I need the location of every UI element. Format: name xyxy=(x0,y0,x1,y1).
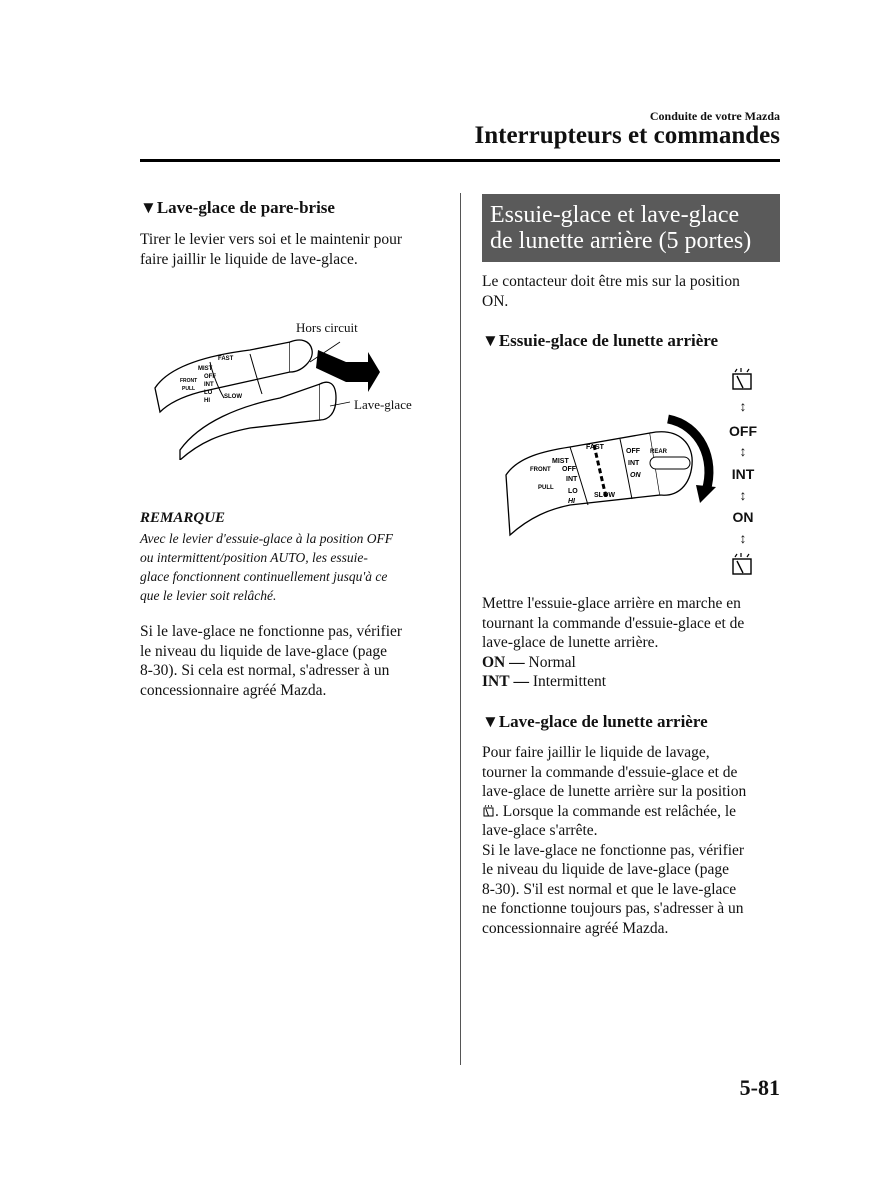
mark-slow: SLOW xyxy=(224,394,242,400)
note-body: Avec le levier d'essuie-glace à la position OFF ou intermittent/position AUTO, les essuie- glace fonctionnent continuellement jusqu'à ce que le levier soit relâché. xyxy=(140,531,393,603)
lever-knob xyxy=(290,340,312,372)
triangle-bullet-icon: ▼ xyxy=(482,712,499,731)
mark-off: OFF xyxy=(562,466,576,473)
sequence-on: ON xyxy=(732,509,754,525)
mark-int: INT xyxy=(204,382,214,388)
label-off-position: Hors circuit xyxy=(296,320,358,335)
mark-rear: REAR xyxy=(650,449,668,455)
mark-rear-off: OFF xyxy=(626,448,640,455)
section-banner: Essuie-glace et lave-glace de lunette arrière (5 portes) xyxy=(482,194,780,262)
windshield-washer-lever-figure xyxy=(140,310,440,460)
mark-fast: FAST xyxy=(586,444,604,451)
sequence-arrow-icon: ↕ xyxy=(739,530,747,546)
pulled-lever-body xyxy=(180,384,320,460)
label-washer: Lave-glace xyxy=(354,397,412,412)
rear-wiper-lever-figure xyxy=(500,405,722,555)
rear-wiper-description: Mettre l'essuie-glace arrière en marche en tournant la commande d'essuie-glace et de lave-glace de lunette arrière. ON — Normal INT — Intermittent xyxy=(482,594,782,692)
ignition-note: Le contacteur doit être mis sur la position ON. xyxy=(482,273,740,310)
mark-rear-int: INT xyxy=(628,460,640,467)
triangle-bullet-icon: ▼ xyxy=(140,198,157,217)
mark-fast: FAST xyxy=(218,356,234,362)
running-header-title: Interrupteurs et commandes xyxy=(474,122,780,149)
mark-off: OFF xyxy=(204,374,216,380)
heading-rear-wiper: ▼Essuie-glace de lunette arrière xyxy=(482,331,719,350)
mark-mist: MIST xyxy=(552,458,569,465)
column-divider xyxy=(460,193,461,1065)
mark-mist: MIST xyxy=(198,366,213,372)
washer-position-icon xyxy=(482,805,495,817)
sequence-int: INT xyxy=(731,466,755,482)
mark-hi: HI xyxy=(204,398,210,404)
windshield-washer-intro: Tirer le levier vers soi et le maintenir pour faire jaillir le liquide de lave-glace. xyxy=(140,231,402,268)
triangle-bullet-icon: ▼ xyxy=(482,331,499,350)
mark-slow: SLOW xyxy=(594,492,615,499)
windshield-washer-check: Si le lave-glace ne fonctionne pas, vérifier le niveau du liquide de lave-glace (page 8-30). Si cela est normal, s'adresser à un concessionnaire agréé Mazda. xyxy=(140,623,403,699)
mode-on: ON — Normal xyxy=(482,653,576,671)
mode-int: INT — Intermittent xyxy=(482,673,606,690)
sequence-arrow-icon: ↕ xyxy=(739,443,747,459)
header-rule xyxy=(140,159,780,162)
rear-washer-bottom-icon xyxy=(727,553,759,579)
pulled-lever-knob xyxy=(320,382,336,420)
note-title: REMARQUE xyxy=(140,510,226,526)
heading-windshield-washer: ▼Lave-glace de pare-brise xyxy=(140,198,335,217)
rear-washer-description: Pour faire jaillir le liquide de lavage, tourner la commande d'essuie-glace et de lave-glace de lunette arrière sur la position . Lorsque la commande est relâchée, le lave-glace s'arrête. Si le lave-glace ne fonctionne pas, vérifier le niveau du liquide de lave-glace (page 8-30). S'il est normal et que le lave-glace ne fonctionne toujours pas, s'adresser à un concessionnaire agréé Mazda. xyxy=(482,744,747,937)
mark-hi: HI xyxy=(568,498,575,505)
mark-int: INT xyxy=(566,476,578,483)
heading-rear-washer: ▼Lave-glace de lunette arrière xyxy=(482,712,708,731)
sequence-arrow-icon: ↕ xyxy=(739,398,747,414)
mark-lo: LO xyxy=(568,488,578,495)
mark-front: FRONT xyxy=(530,467,551,473)
mark-pull: PULL xyxy=(538,485,554,491)
mark-pull: PULL xyxy=(182,386,196,392)
mark-lo: LO xyxy=(204,390,213,396)
mark-front: FRONT xyxy=(180,378,198,384)
sequence-off: OFF xyxy=(729,423,757,439)
sequence-arrow-icon: ↕ xyxy=(739,487,747,503)
page-number: 5-81 xyxy=(739,1075,780,1100)
running-header-section: Conduite de votre Mazda xyxy=(649,109,780,123)
rear-washer-top-icon xyxy=(727,368,759,394)
mark-rear-on: ON xyxy=(630,472,641,479)
